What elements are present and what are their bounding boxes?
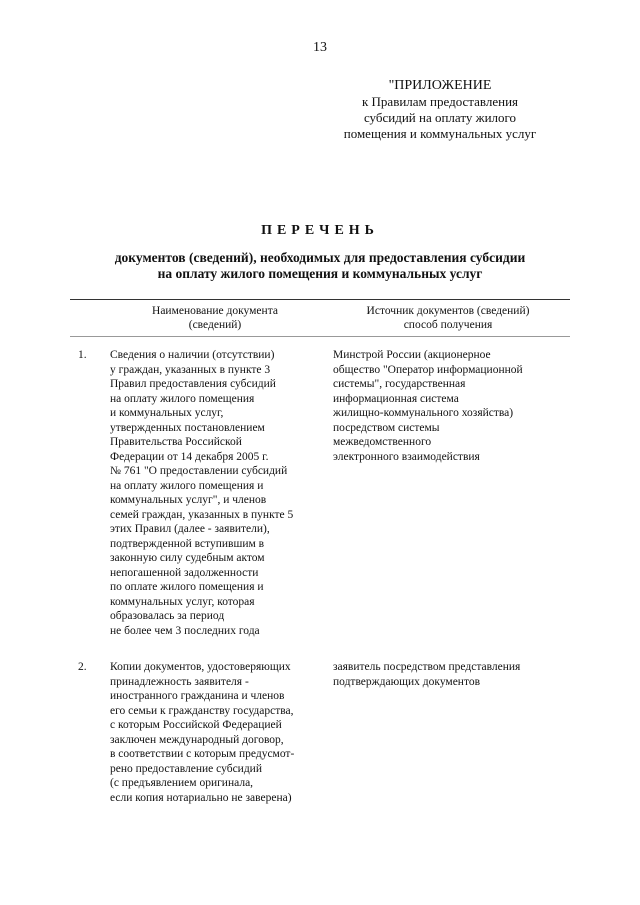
column-header-document [110, 304, 320, 332]
cell-line: принадлежность заявителя - [110, 675, 249, 688]
cell-line: коммунальных услуг", и членов [110, 494, 267, 506]
cell-line: законную силу судебным актом [110, 552, 265, 564]
cell-line: если копия нотариально не заверена) [110, 791, 292, 804]
column-header-source [328, 304, 568, 332]
cell-line: у граждан, указанных в пункте 3 [110, 363, 271, 376]
column-header-line: способ получения [403, 319, 493, 331]
cell-line: № 761 "О предоставлении субсидий [110, 465, 288, 477]
cell-line: жилищно-коммунального хозяйства) [333, 407, 514, 419]
cell-line: на оплату жилого помещения и [110, 479, 264, 492]
appendix-title: "ПРИЛОЖЕНИЕ [388, 78, 492, 93]
page-number: 13 [313, 40, 327, 55]
cell-line: рено предоставление субсидий [110, 762, 262, 775]
cell-line: и коммунальных услуг, [110, 407, 224, 419]
cell-line: информационная система [333, 392, 459, 405]
cell-line: посредством системы [333, 421, 440, 434]
row-source-cell [333, 348, 573, 464]
appendix-line: помещения и коммунальных услуг [343, 126, 537, 141]
cell-line: семей граждан, указанных в пункте 5 [110, 508, 294, 521]
table-top-rule [70, 299, 570, 300]
appendix-line: субсидий на оплату жилого [363, 110, 517, 125]
cell-line: Правил предоставления субсидий [110, 378, 276, 390]
appendix-block [320, 78, 560, 142]
cell-line: на оплату жилого помещения [110, 392, 255, 405]
cell-line: утвержденных постановлением [110, 421, 265, 434]
cell-line: электронного взаимодействия [333, 450, 480, 463]
appendix-line: к Правилам предоставления [361, 94, 519, 109]
cell-line: подтверждающих документов [333, 675, 481, 688]
cell-line: Сведения о наличии (отсутствии) [110, 349, 275, 361]
document-title: ПЕРЕЧЕНЬ [261, 223, 379, 238]
cell-line: иностранного гражданина и членов [110, 690, 285, 702]
cell-line: межведомственного [333, 436, 432, 448]
cell-line: с которым Российской Федерацией [110, 719, 282, 731]
column-header-line: Наименование документа [152, 305, 278, 317]
cell-line: не более чем 3 последних года [110, 624, 260, 637]
cell-line: заключен международный договор, [110, 733, 284, 746]
cell-line: непогашенной задолженности [110, 566, 259, 579]
cell-line: системы", государственная [333, 378, 466, 390]
cell-line: образовалась за период [110, 610, 225, 622]
cell-line: Правительства Российской [110, 436, 242, 448]
cell-line: коммунальных услуг, которая [110, 595, 255, 608]
cell-line: Копии документов, удостоверяющих [110, 661, 291, 673]
cell-line: Минстрой России (акционерное [333, 349, 491, 361]
cell-line: его семьи к гражданству государства, [110, 704, 294, 717]
subtitle-line: на оплату жилого помещения и коммунальных услуг [157, 266, 483, 281]
row-document-cell [110, 348, 325, 638]
cell-line: этих Правил (далее - заявители), [110, 523, 270, 535]
cell-line: по оплате жилого помещения и [110, 581, 264, 593]
row-number: 2. [78, 661, 87, 673]
cell-line: подтвержденной вступившим в [110, 537, 265, 550]
cell-line: в соответствии с которым предусмот- [110, 748, 295, 760]
table-header-separator [70, 336, 570, 337]
document-subtitle [0, 250, 640, 282]
column-header-line: Источник документов (сведений) [366, 305, 530, 317]
cell-line: заявитель посредством представления [333, 661, 521, 673]
column-header-line: (сведений) [188, 319, 242, 331]
subtitle-line: документов (сведений), необходимых для предоставления субсидии [114, 250, 526, 265]
row-document-cell [110, 660, 325, 805]
cell-line: (с предъявлением оригинала, [110, 777, 254, 789]
cell-line: Федерации от 14 декабря 2005 г. [110, 450, 269, 463]
row-number: 1. [78, 349, 87, 361]
row-source-cell [333, 660, 573, 689]
cell-line: общество "Оператор информационной [333, 363, 523, 376]
